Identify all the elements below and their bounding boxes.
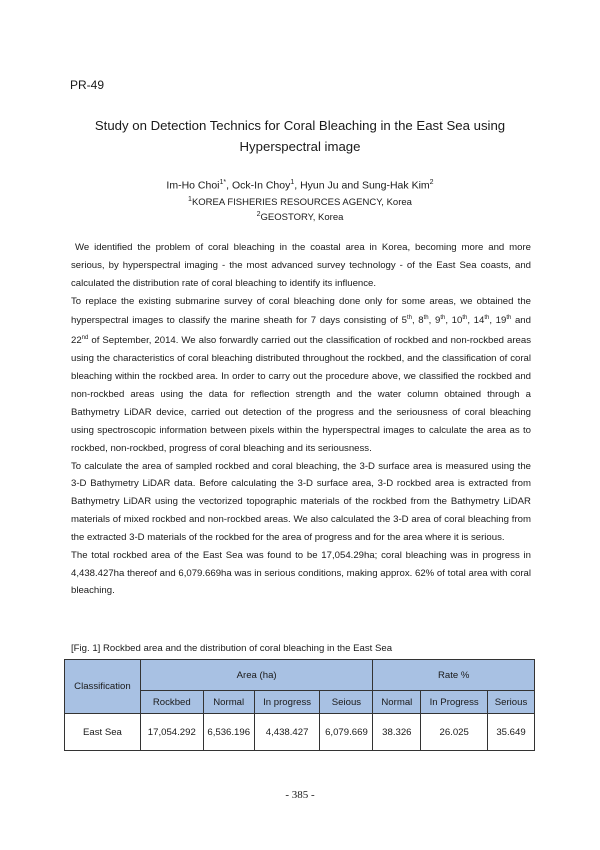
p2-text-b: , 8 xyxy=(411,315,424,327)
paper-title xyxy=(70,115,530,157)
cell-rate-in-progress: 26.025 xyxy=(421,714,488,751)
row-label: East Sea xyxy=(65,714,141,751)
table-row xyxy=(65,714,535,751)
p2-text-g: and 22 xyxy=(71,315,531,347)
author-1-affiliation-mark: 1* xyxy=(219,179,227,186)
cell-rate-normal: 38.326 xyxy=(373,714,421,751)
header-rate-group: Rate % xyxy=(373,660,535,691)
header-rate-normal: Normal xyxy=(373,691,421,714)
paragraph-2 xyxy=(71,293,531,458)
author-3-4: , Hyun Ju and Sung-Hak Kim xyxy=(294,179,430,192)
title-line-2: Hyperspectral image xyxy=(239,139,361,154)
cell-area-normal: 6,536.196 xyxy=(203,714,254,751)
header-area-normal: Normal xyxy=(203,691,254,714)
cell-rate-serious: 35.649 xyxy=(488,714,535,751)
paragraph-3: To calculate the area of sampled rockbed and coral bleaching, the 3-D surface area is measured using the 3-D Bathymetry LiDAR data. Before calculating the 3-D surface area, 3-D rockbed area is extracted from Bathymetry LiDAR using the vectorized topographic materials of the rockbed from the Bathymetry LiDAR materials of mixed rockbed and non-rockbed areas. We also calculated the 3-D area of coral bleaching from the extracted 3-D materials of the rockbed for the area of progress and for the area where it is serious. xyxy=(71,460,531,543)
header-area-in-progress: In progress xyxy=(254,691,320,714)
author-2: , Ock-In Choy xyxy=(226,179,291,192)
affiliation-1-mark: 1 xyxy=(188,196,192,203)
p2-text-e: , 14 xyxy=(467,315,485,327)
p2-text-h: of September, 2014. We also forwardly carried out the classification of rockbed and non-rockbed areas using the characteristics of coral bleaching distributed throughout the rockbed, and the classification of coral bleaching within the rockbed area. In order to carry out the procedure above, we classified the rockbed and non-rockbed areas using the data for reflection strength and the water column obtained through a Bathymetry LiDAR device, carried out detection of the progress and the seriousness of coral bleaching using spectroscopic information between pixels within the hyperspectral images to calculate the area as to rockbed, non-rockbed, progress of coral bleaching and its seriousness. xyxy=(71,335,531,454)
sup-th: th xyxy=(440,315,446,322)
paper-code: PR-49 xyxy=(70,78,105,92)
sup-th: th xyxy=(406,315,412,322)
affiliation-2-mark: 2 xyxy=(256,211,261,218)
header-classification: Classification xyxy=(65,660,141,714)
coral-bleaching-table xyxy=(64,659,535,751)
cell-area-serious: 6,079.669 xyxy=(320,714,373,751)
affiliation-1-text: KOREA FISHERIES RESOURCES AGENCY, Korea xyxy=(191,197,412,209)
sup-nd: nd xyxy=(81,335,89,342)
affiliation-2-text: GEOSTORY, Korea xyxy=(260,212,344,224)
p2-text-a: To replace the existing submarine survey of coral bleaching done only for some areas, we obtained the hyperspectral images to classify the marine sheath for 7 days consisting of 5 xyxy=(71,295,531,327)
title-line-1: Study on Detection Technics for Coral Bleaching in the East Sea using xyxy=(94,118,506,133)
author-2-affiliation-mark: 1 xyxy=(290,179,295,186)
abstract-body xyxy=(71,239,531,600)
header-rate-in-progress: In Progress xyxy=(421,691,488,714)
cell-area-in-progress: 4,438.427 xyxy=(254,714,320,751)
header-area-rockbed: Rockbed xyxy=(140,691,203,714)
sup-th: th xyxy=(484,315,490,322)
p2-text-f: , 19 xyxy=(489,315,507,327)
header-area-group: Area (ha) xyxy=(140,660,373,691)
page-number: - 385 - xyxy=(285,789,315,801)
author-1: Im-Ho Choi xyxy=(166,179,220,192)
p2-text-c: , 9 xyxy=(428,315,441,327)
sup-th: th xyxy=(462,315,468,322)
affiliation-2 xyxy=(70,211,530,223)
figure-caption: [Fig. 1] Rockbed area and the distribution of coral bleaching in the East Sea xyxy=(71,643,393,654)
paragraph-4: The total rockbed area of the East Sea was found to be 17,054.29ha; coral bleaching was in progress in 4,438.427ha thereof and 6,079.669ha was in serious conditions, making approx. 62% of total area with coral bleaching. xyxy=(71,549,531,597)
affiliation-1 xyxy=(70,196,530,208)
sup-th: th xyxy=(423,315,429,322)
paragraph-1: We identified the problem of coral bleaching in the coastal area in Korea, becoming more and more serious, by hyperspectral imaging - the most advanced survey technology - of the East Sea coasts, and calculated the distribution rate of coral bleaching to identify its influence. xyxy=(71,242,531,289)
author-list xyxy=(70,176,530,193)
p2-text-d: , 10 xyxy=(445,315,463,327)
sup-th: th xyxy=(506,315,512,322)
author-3-4-affiliation-mark: 2 xyxy=(429,179,434,186)
cell-area-rockbed: 17,054.292 xyxy=(140,714,203,751)
header-rate-serious: Serious xyxy=(488,691,535,714)
header-area-serious: Seious xyxy=(320,691,373,714)
